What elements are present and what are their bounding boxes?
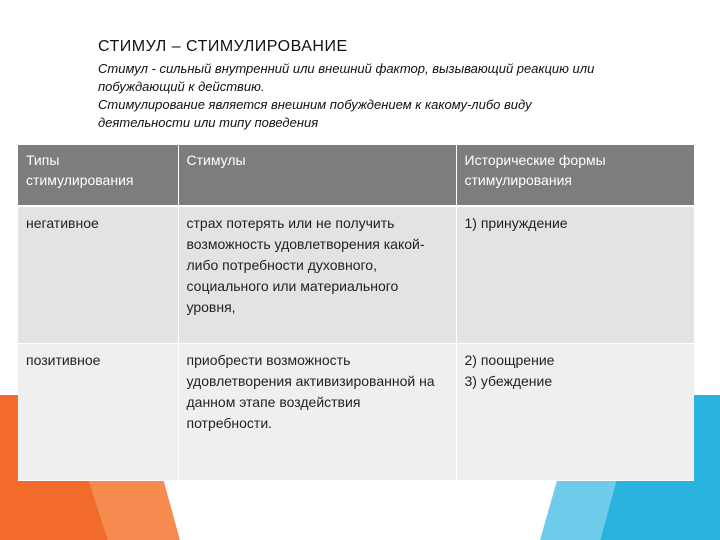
cell-forms — [456, 344, 694, 481]
form-item: 3) убеждение — [464, 373, 553, 389]
slide-subtitle — [98, 60, 678, 132]
subtitle-line: Стимулирование является внешним побуждением к какому-либо виду — [98, 97, 532, 112]
form-item: 1) принуждение — [464, 215, 568, 231]
table-row — [18, 206, 694, 344]
cell-stimulus: страх потерять или не получить возможность удовлетворения какой-либо потребности духовного, социального или материального уровня, — [178, 206, 456, 344]
cell-type: позитивное — [18, 344, 178, 481]
slide-title: СТИМУЛ – СТИМУЛИРОВАНИЕ — [98, 38, 348, 55]
table-row — [18, 344, 694, 481]
subtitle-line: деятельности или типу поведения — [98, 115, 319, 130]
cell-type: негативное — [18, 206, 178, 344]
header-historical-forms: Исторические формы стимулирования — [456, 145, 694, 206]
subtitle-line: Стимул - сильный внутренний или внешний фактор, вызывающий реакцию или — [98, 61, 595, 76]
cell-stimulus: приобрести возможность удовлетворения активизированной на данном этапе воздействия потребности. — [178, 344, 456, 481]
cell-forms — [456, 206, 694, 344]
form-item: 2) поощрение — [464, 352, 555, 368]
header-types: Типы стимулирования — [18, 145, 178, 206]
table-header-row — [18, 145, 694, 206]
stimulation-table — [18, 145, 694, 481]
header-stimuli: Стимулы — [178, 145, 456, 206]
subtitle-line: побуждающий к действию. — [98, 79, 265, 94]
